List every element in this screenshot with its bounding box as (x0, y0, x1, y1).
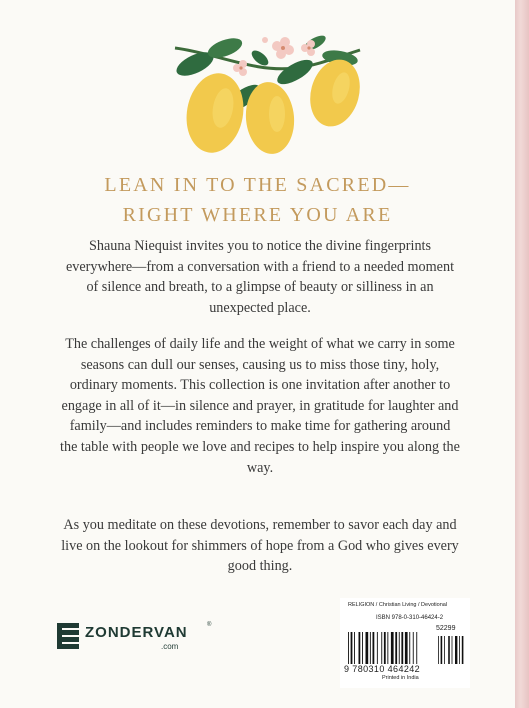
headline-line-1: LEAN IN TO THE SACRED— (104, 174, 411, 196)
publisher-logo (57, 620, 217, 652)
barcode-number: 9 780310 464242 (344, 664, 421, 674)
publisher-domain: .com (161, 642, 179, 651)
price-code: 52299 (436, 625, 456, 632)
zondervan-logo-mark (57, 623, 79, 649)
headline (0, 170, 515, 230)
paragraph-body: The challenges of daily life and the weight of what we carry in some seasons can dull our senses, causing us to miss those tiny, holy, ordinary moments. This collection is one invitation after another to engage in all of it—in silence and prayer, in gratitude for laughter and family—and includes reminders to make time for gathering around the table with people we love and recipes to help inspire you along the way. (60, 336, 460, 476)
publisher-name: ZONDERVAN (85, 624, 188, 641)
paragraph-intro: Shauna Niequist invites you to notice the divine fingerprints everywhere—from a conversation with a friend to a needed moment of silence and breath, to a glimpse of beauty or silliness in an unexpected place. (65, 238, 455, 316)
page-edge (515, 0, 529, 708)
isbn-label: ISBN 978-0-310-46424-2 (376, 615, 444, 621)
barcode-block (340, 598, 470, 688)
lemon-branch-illustration (165, 28, 365, 163)
headline-line-2: RIGHT WHERE YOU ARE (122, 204, 393, 226)
registered-mark: ® (207, 622, 212, 628)
paragraph-closing: As you meditate on these devotions, remember to savor each day and live on the lookout for shimmers of hope from a God who gives every good thing. (61, 517, 459, 575)
printed-in: Printed in India (382, 675, 419, 681)
book-category: RELIGION / Christian Living / Devotional (348, 602, 448, 608)
